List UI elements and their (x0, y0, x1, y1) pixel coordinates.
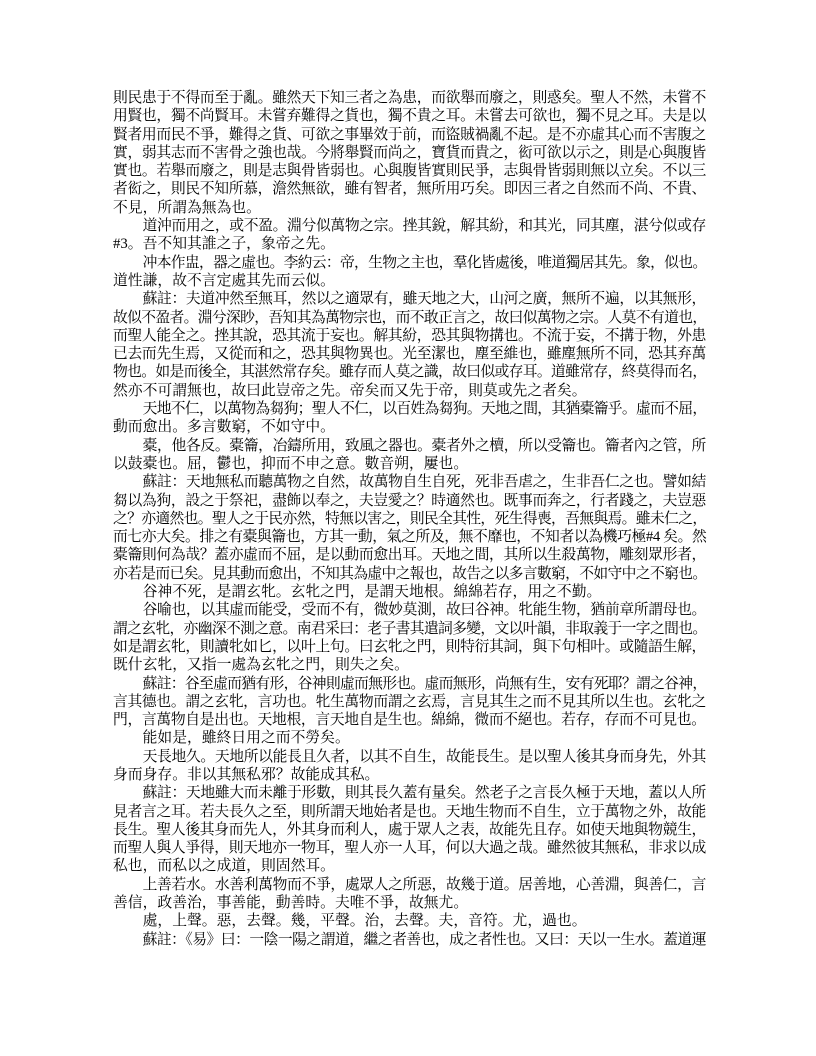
text-line: 蘇註：《易》曰：一陰一陽之謂道，繼之者善也，成之者性也。又曰：天以一生水。蓋道運 (142, 931, 707, 948)
text-line: 之？亦適然也。聖人之于民亦然，特無以害之，則民全其性，死生得喪，吾無與焉。雖未仁之， (113, 510, 707, 527)
text-line: 私也，而私以之成道，則固然耳。 (113, 858, 335, 875)
text-line: 故似不盈者。淵兮深眇，吾知其為萬物宗也，而不敢正言之，故曰似萬物之宗。人莫不有道也， (113, 309, 707, 326)
text-line: 賢者用而民不爭，難得之貨、可欲之事畢效于前，而盜賊禍亂不起。是不亦虛其心而不害腹之 (113, 126, 706, 143)
text-line: 言其德也。謂之玄牝，言功也。牝生萬物而謂之玄焉，言見其生之而不見其所以生也。玄牝之 (113, 693, 706, 710)
text-line: 物也。如是而後全，其湛然常存矣。雖存而人莫之識，故曰似或存耳。道雖常存，終莫得而名， (113, 364, 707, 381)
text-line: 芻以為狗，設之于祭祀，盡飾以奉之，夫豈愛之？時適然也。既事而奔之，行者踐之，夫豈惡 (113, 492, 706, 509)
text-line: 用賢也，獨不尚賢耳。未嘗弃難得之貨也，獨不貴之耳。未嘗去可欲也，獨不見之耳。夫是以 (113, 108, 706, 125)
text-line: 則民患于不得而至于亂。雖然天下知三者之為患，而欲舉而廢之，則惑矣。聖人不然，未嘗不 (113, 90, 706, 106)
text-line: 處，上聲。惡，去聲。幾，平聲。治，去聲。夫，音符。尤，過也。 (142, 913, 587, 930)
text-line: #3。吾不知其誰之子，象帝之先。 (113, 236, 335, 253)
text-line: 橐，他各反。橐籥，冶鑄所用，致風之器也。橐者外之櫝，所以受籥也。籥者內之管，所 (142, 437, 706, 454)
text-line: 能如是，雖終日用之而不勞矣。 (142, 730, 350, 747)
text-line: 長生。聖人後其身而先人，外其身而利人，處于眾人之表，故能先且存。如使天地與物競生， (113, 821, 706, 838)
text-line: 已去而先生焉，又從而和之，恐其與物異也。光至潔也，塵至維也，雖塵無所不同，恐其弃萬 (113, 346, 706, 363)
document-text-block (113, 89, 706, 949)
text-line: 身而身存。非以其無私邪？故能成其私。 (113, 766, 380, 783)
text-line: 天地不仁，以萬物為芻狗；聖人不仁，以百姓為芻狗。天地之間，其猶橐籥乎。虛而不屈， (142, 401, 707, 418)
text-line: 道沖而用之，或不盈。淵兮似萬物之宗。挫其銳，解其紛，和其光，同其塵，湛兮似或存 (142, 218, 706, 235)
text-line: 蘇註：天地無私而聽萬物之自然，故萬物自生自死，死非吾虐之，生非吾仁之也。譬如結 (142, 474, 706, 491)
text-line: 蘇註：天地雖大而未離于形數，則其長久蓋有量矣。然老子之言長久極于天地，蓋以人所 (142, 785, 706, 802)
text-line: 以鼓橐也。屈，鬱也，抑而不申之意。數音朔，屢也。 (113, 455, 469, 472)
text-line: 谷喻也，以其虛而能受，受而不有，微妙莫測，故曰谷神。牝能生物，猶前章所謂母也。 (142, 602, 706, 619)
text-line: 橐籥則何為哉？蓋亦虛而不屈，是以動而愈出耳。天地之間，其所以生殺萬物，雕刻眾形者， (113, 547, 706, 564)
text-line: 謂之玄牝，亦幽深不測之意。南君采曰：老子書其遣詞多變，文以叶韻，非取義于一字之間也。 (113, 620, 707, 637)
text-line: 而七亦大矣。排之有橐與籥也，方其一動，氣之所及，無不靡也，不知者以為機巧極#4 矣。然 (113, 529, 707, 546)
text-line: 門，言萬物自是出也。天地根，言天地自是生也。綿綿，微而不絕也。若存，存而不可見也。 (113, 712, 706, 729)
text-line: 實，弱其志而不害骨之強也哉。今將舉賢而尚之，寶貨而貴之，衒可欲以示之，則是心與腹皆 (113, 144, 706, 161)
text-line: 不見，所謂為無為也。 (113, 199, 261, 216)
text-line: 見者言之耳。若夫長久之至，則所謂天地始者是也。天地生物而不自生，立于萬物之外，故能 (113, 803, 706, 820)
text-line: 而聖人與人爭得，則天地亦一物耳，聖人亦一人耳，何以大過之哉。雖然彼其無私，非求以成 (113, 840, 706, 857)
text-line: 實也。若舉而廢之，則是志與骨皆弱也。心與腹皆實則民爭，志與骨皆弱則無以立矣。不以三 (113, 163, 706, 180)
text-line: 動而愈出。多言數窮，不如守中。 (113, 419, 335, 436)
text-line: 谷神不死，是謂玄牝。玄牝之門，是謂天地根。綿綿若存，用之不勤。 (142, 584, 602, 601)
text-line: 天長地久。天地所以能長且久者，以其不自生，故能長生。是以聖人後其身而身先，外其 (142, 748, 706, 765)
text-line: 善信，政善治，事善能，動善時。夫唯不爭，故無尤。 (113, 895, 469, 912)
text-line: 者衒之，則民不知所慕，澹然無欲，雖有智者，無所用巧矣。即因三者之自然而不尚、不貴、 (113, 181, 706, 198)
text-line: 而聖人能全之。挫其說，恐其流于妄也。解其紛，恐其與物搆也。不流于妄，不搆于物，外患 (113, 327, 706, 344)
text-line: 冲本作盅，器之虛也。李約云：帝，生物之主也，羣化皆處後，唯道獨居其先。象，似也。 (142, 254, 707, 271)
text-line: 如是謂玄牝，則讀牝如匕，以叶上句。曰玄牝之門，則特衍其詞，與下句相叶。或隨語生解， (113, 638, 706, 655)
text-line: 蘇註：谷至虛而猶有形，谷神則虛而無形也。虛而無形，尚無有生，安有死耶？謂之谷神， (142, 675, 707, 692)
text-line: 上善若水。水善利萬物而不爭，處眾人之所惡，故幾于道。居善地，心善淵，與善仁，言 (142, 876, 706, 893)
text-line: 然亦不可謂無也，故曰此豈帝之先。帝矣而又先于帝，則莫或先之者矣。 (113, 382, 587, 399)
text-line: 既什玄牝，又指一處為玄牝之門，則失之矣。 (113, 657, 409, 674)
text-line: 道性謙，故不言定處其先而云似。 (113, 272, 335, 289)
text-line: 亦若是而已矣。見其動而愈出，不知其為虛中之報也，故告之以多言數窮，不如守中之不窮也。 (113, 565, 707, 582)
text-line: 蘇註：夫道冲然至無耳，然以之適眾有，雖天地之大，山河之廣，無所不遍，以其無形， (142, 291, 706, 308)
